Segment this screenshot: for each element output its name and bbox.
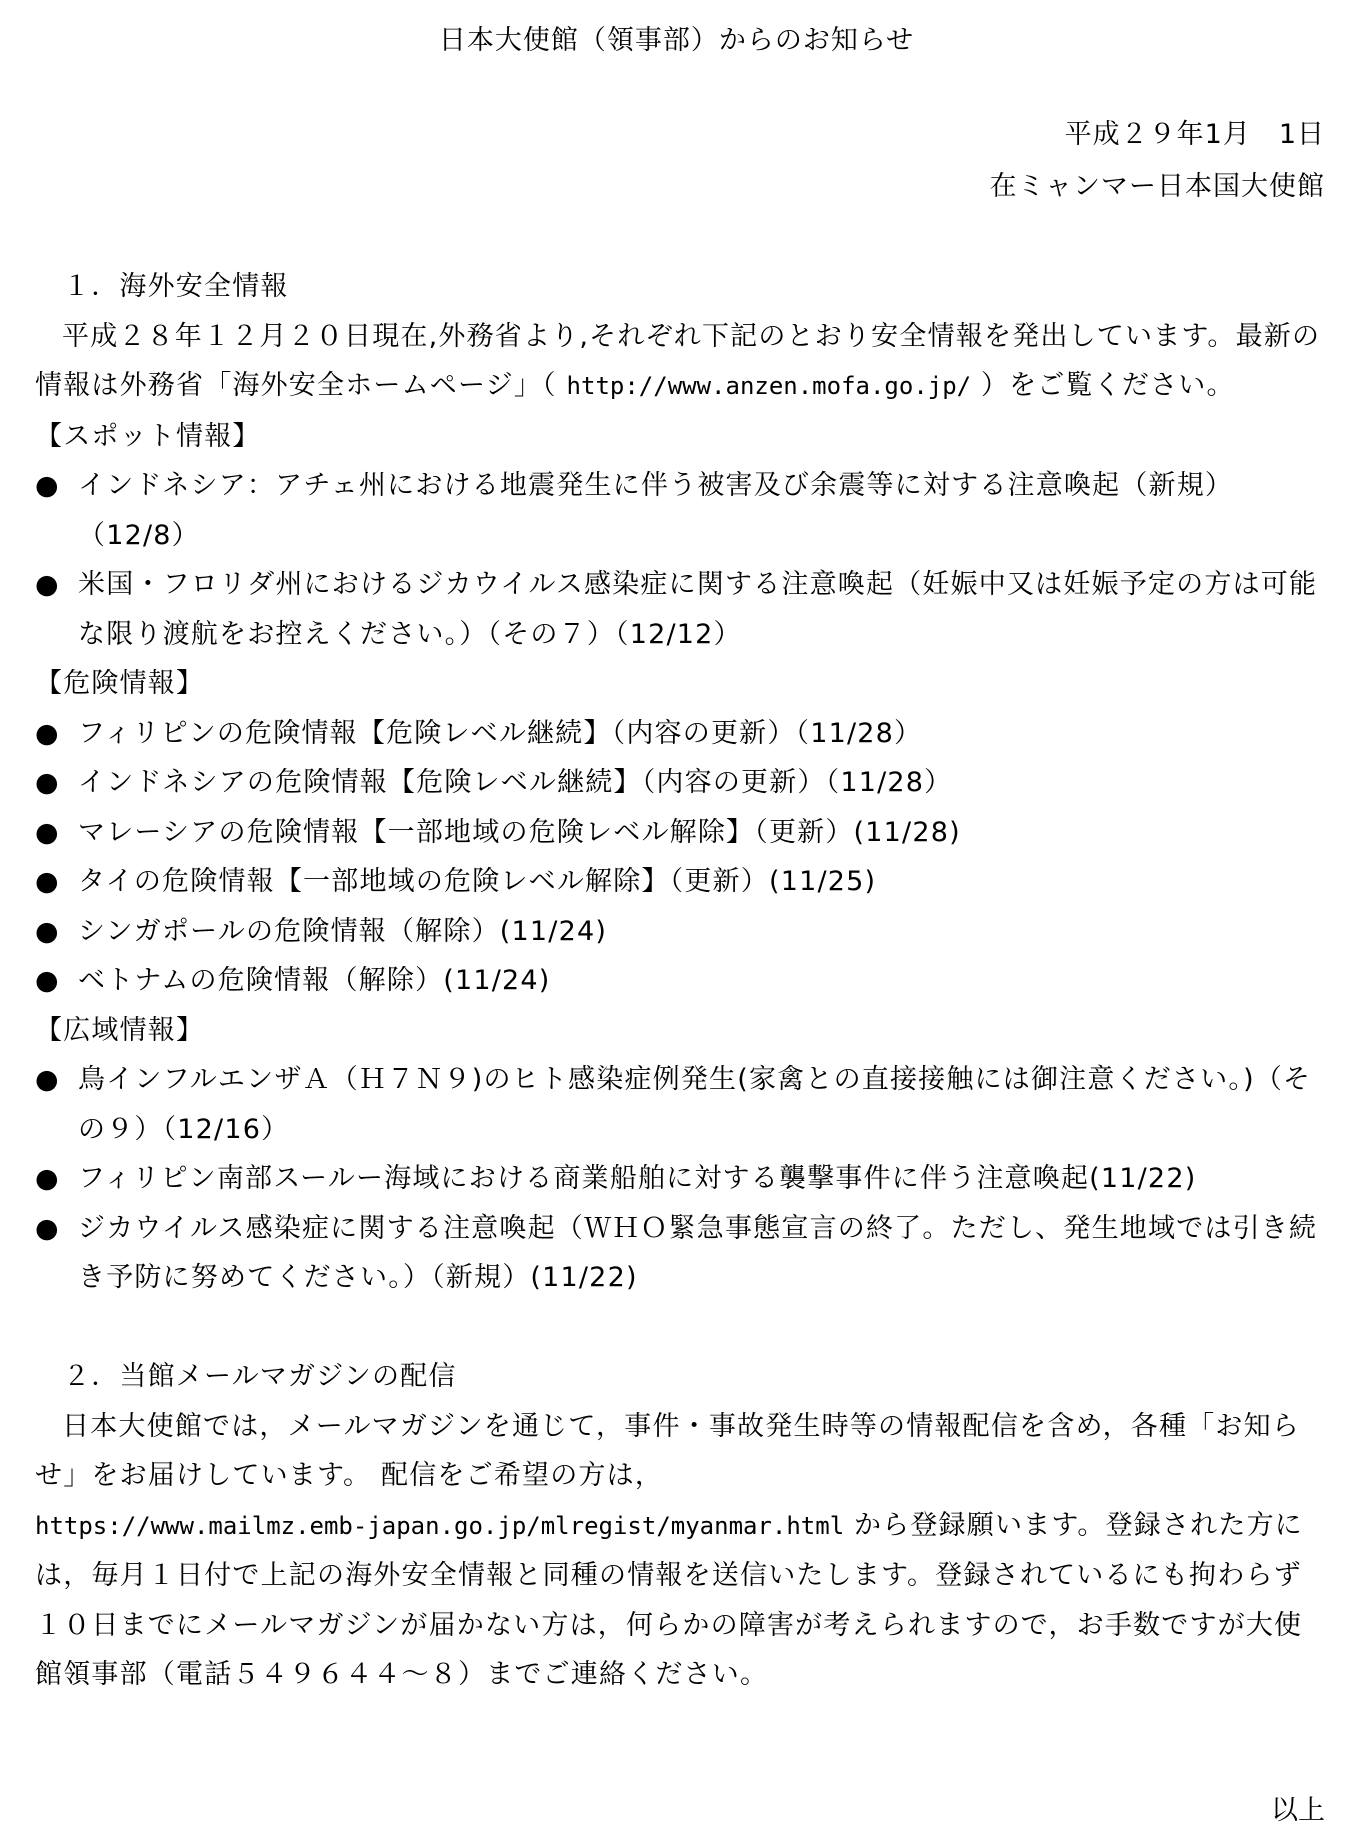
list-item-text: インドネシアの危険情報【危険レベル継続】（内容の更新）（11/28）	[78, 767, 953, 798]
list-item	[35, 461, 1325, 560]
list-item-text: ジカウイルス感染症に関する注意喚起（ＷＨＯ緊急事態宣言の終了。ただし、発生地域では引き続き予防に努めてください。）（新規）(11/22)	[78, 1212, 1318, 1293]
list-item-text: シンガポールの危険情報（解除）(11/24)	[78, 915, 608, 947]
spot-info-label: 【スポット情報】	[35, 420, 261, 452]
issuing-organization: 在ミャンマー日本国大使館	[989, 171, 1325, 202]
list-item-text: タイの危険情報【一部地域の危険レベル解除】（更新）(11/25)	[78, 866, 877, 897]
closing-mark: 以上	[1271, 1795, 1325, 1826]
safety-intro-text: 平成２８年１２月２０日現在,外務省より,それぞれ下記のとおり安全情報を発出しています。最新の情報は外務省「海外安全ホームページ」（	[35, 320, 1321, 401]
list-item	[35, 560, 1325, 659]
list-item	[35, 1055, 1325, 1154]
bullet-icon: ●	[35, 569, 60, 600]
notice-body	[35, 262, 1325, 1700]
list-item-text: 米国・フロリダ州におけるジカウイルス感染症に関する注意喚起（妊娠中又は妊娠予定の方は可能な限り渡航をお控えください。）（その７）（12/12）	[78, 569, 1318, 650]
bullet-icon: ●	[35, 915, 60, 947]
list-item	[35, 907, 1325, 957]
safety-intro-tail: ）をご覧ください。	[971, 370, 1235, 401]
list-item-text: 鳥インフルエンザＡ（Ｈ７Ｎ９)のヒト感染症例発生(家禽との直接接触には御注意ください。)（その９）（12/16）	[78, 1064, 1312, 1145]
section-heading-safety: １．海外安全情報	[63, 271, 289, 302]
list-item-text: インドネシア：アチェ州における地震発生に伴う被害及び余震等に対する注意喚起（新規）（12/8）	[78, 470, 1234, 551]
list-item-text: マレーシアの危険情報【一部地域の危険レベル解除】（更新）(11/28)	[78, 816, 961, 848]
mail-magazine-text: 日本大使館では，メールマガジンを通じて，事件・事故発生時等の情報配信を含め，各種「お知らせ」をお届けしています。 配信をご希望の方は，	[35, 1410, 1300, 1491]
list-item	[35, 758, 1325, 808]
list-item	[35, 1154, 1325, 1204]
safety-intro	[35, 312, 1325, 412]
bullet-icon: ●	[35, 1212, 60, 1244]
list-item	[35, 1204, 1325, 1303]
mail-magazine-tail: から登録願います。登録された方には，毎月１日付で上記の海外安全情報と同種の情報を送信いたします。登録されているにも拘わらず１０日までにメールマガジンが届かない方は，何らかの障害が考えられますので，お手数ですが大使館領事部（電話５４９６４４～８）までご連絡ください。	[35, 1509, 1303, 1690]
mail-magazine-paragraph	[35, 1402, 1325, 1700]
list-item-text: フィリピンの危険情報【危険レベル継続】（内容の更新）（11/28）	[78, 717, 923, 749]
bullet-icon: ●	[35, 1064, 60, 1095]
mail-registration-link[interactable]: https://www.mailmz.emb-japan.go.jp/mlregist/myanmar.html	[35, 1511, 845, 1540]
list-item	[35, 709, 1325, 759]
list-item	[35, 808, 1325, 858]
bullet-icon: ●	[35, 717, 60, 749]
danger-info-label: 【危険情報】	[35, 668, 205, 699]
bullet-icon: ●	[35, 866, 60, 897]
wide-area-info-label: 【広域情報】	[35, 1014, 205, 1046]
section-spacer	[35, 1303, 1325, 1353]
issue-date: 平成２９年1月 1日	[1064, 119, 1325, 150]
list-item	[35, 857, 1325, 907]
bullet-icon: ●	[35, 965, 60, 996]
section-heading-mail-magazine: ２．当館メールマガジンの配信	[63, 1361, 457, 1392]
list-item-text: フィリピン南部スールー海域における商業船舶に対する襲撃事件に伴う注意喚起(11/22)	[78, 1163, 1197, 1194]
bullet-icon: ●	[35, 470, 60, 501]
bullet-icon: ●	[35, 767, 60, 798]
anzen-url-link[interactable]: http://www.anzen.mofa.go.jp/	[566, 372, 972, 400]
bullet-icon: ●	[35, 1163, 60, 1194]
page-title: 日本大使館（領事部）からのお知らせ	[438, 25, 915, 56]
bullet-icon: ●	[35, 816, 60, 848]
list-item-text: ベトナムの危険情報（解除）(11/24)	[78, 965, 551, 996]
list-item	[35, 956, 1325, 1006]
